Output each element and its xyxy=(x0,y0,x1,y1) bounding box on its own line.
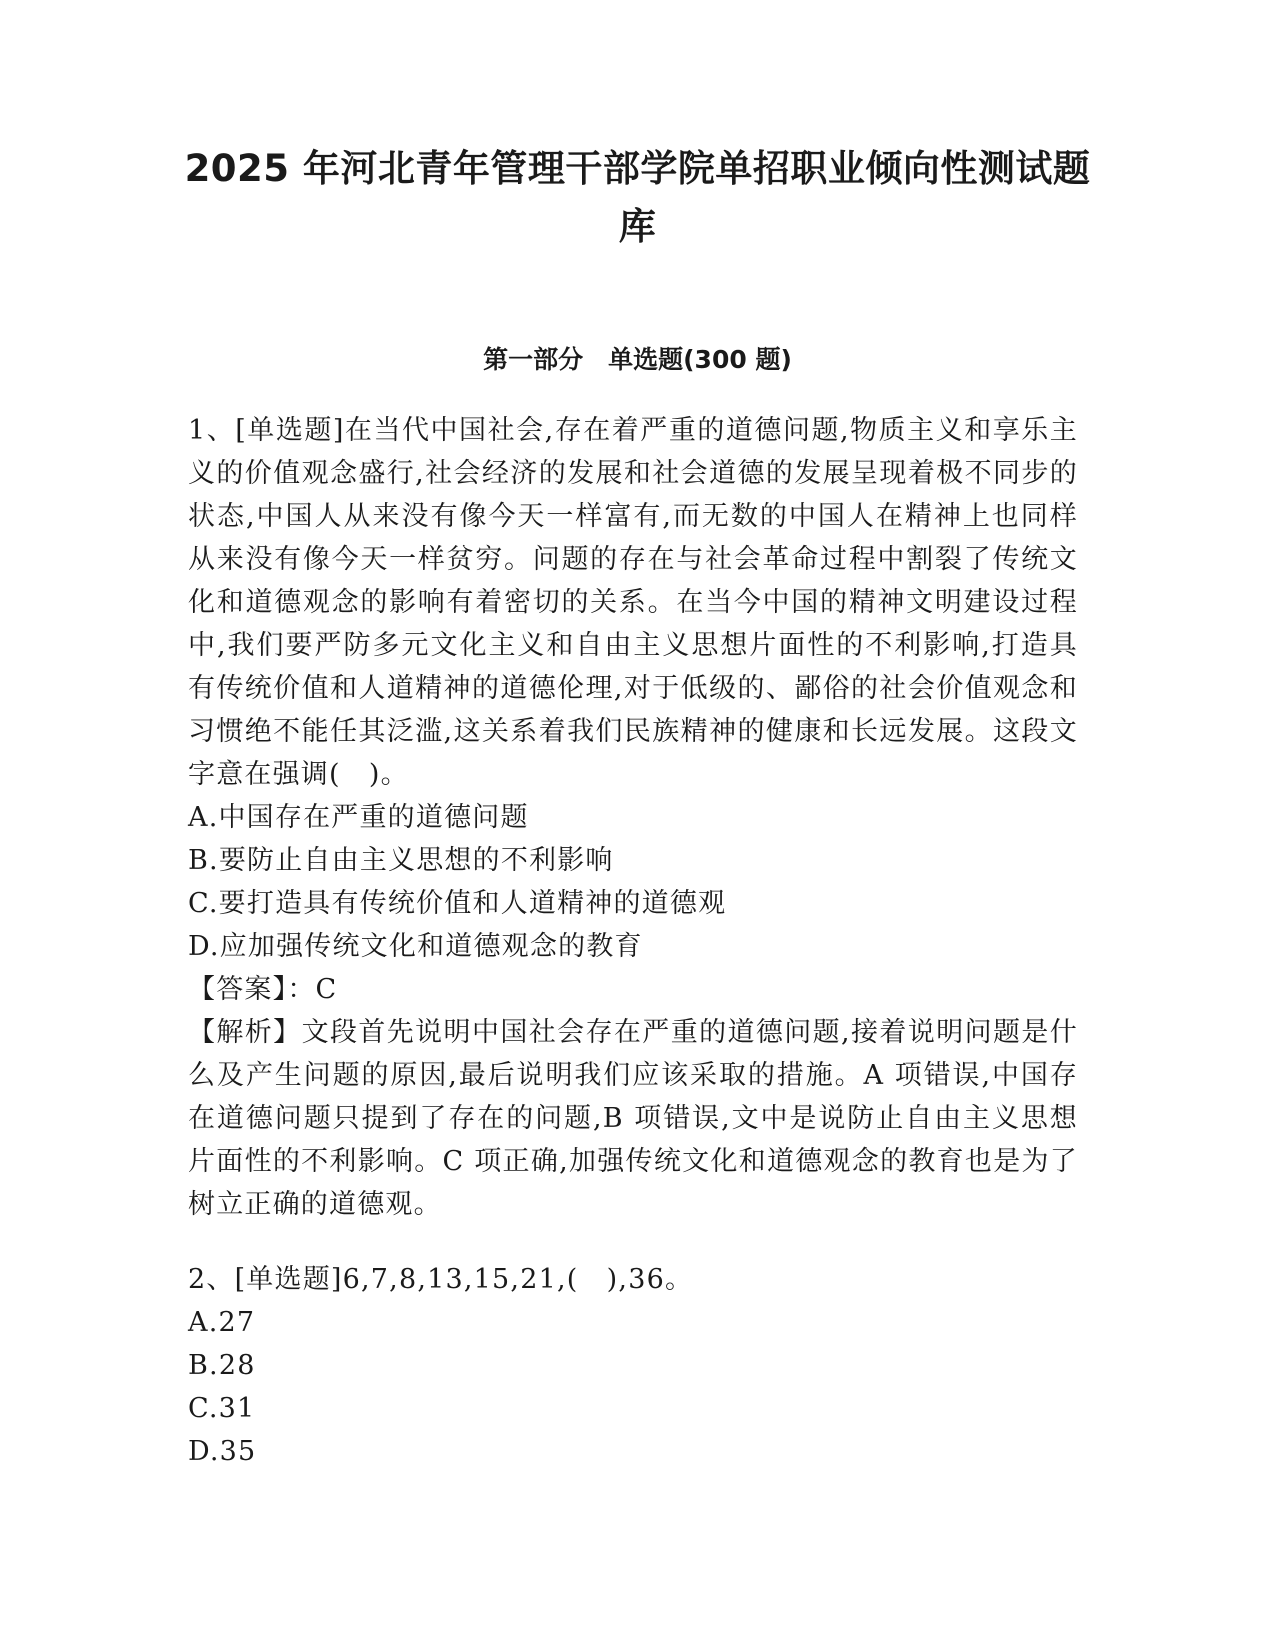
question-2-option-d: D.35 xyxy=(188,1436,257,1467)
question-2-option-a: A.27 xyxy=(188,1307,256,1338)
explanation-text: 文段首先说明中国社会存在严重的道德问题,接着说明问题是什么及产生问题的原因,最后说明我们应该采取的措施。A 项错误,中国存在道德问题只提到了存在的问题,B 项错误,文中是说防止自由主义思想片面性的不利影响。C 项正确,加强传统文化和道德观念的教育也是为了树立正确的道德观。 xyxy=(188,1017,1078,1220)
section-heading: 第一部分 单选题(300 题) xyxy=(483,345,792,374)
document-title-line-2: 库 xyxy=(618,205,657,248)
question-1-explanation xyxy=(188,1011,1078,1226)
question-2 xyxy=(188,1258,1078,1473)
question-1-answer xyxy=(188,968,1078,1011)
question-1 xyxy=(188,409,1078,1226)
question-2-stem: 2、[单选题]6,7,8,13,15,21,( ),36。 xyxy=(188,1264,694,1295)
document-title-line-1: 2025 年河北青年管理干部学院单招职业倾向性测试题 xyxy=(184,147,1091,190)
question-1-stem: 1、[单选题]在当代中国社会,存在着严重的道德问题,物质主义和享乐主义的价值观念盛行,社会经济的发展和社会道德的发展呈现着极不同步的状态,中国人从来没有像今天一样富有,而无数的中国人在精神上也同样从来没有像今天一样贫穷。问题的存在与社会革命过程中割裂了传统文化和道德观念的影响有着密切的关系。在当今中国的精神文明建设过程中,我们要严防多元文化主义和自由主义思想片面性的不利影响,打造具有传统价值和人道精神的道德伦理,对于低级的、鄙俗的社会价值观念和习惯绝不能任其泛滥,这关系着我们民族精神的健康和长远发展。这段文字意在强调( )。 xyxy=(188,415,1078,790)
question-1-option-a: A.中国存在严重的道德问题 xyxy=(188,802,529,833)
question-2-option-b: B.28 xyxy=(188,1350,256,1381)
question-1-option-b: B.要防止自由主义思想的不利影响 xyxy=(188,845,614,876)
question-1-option-d: D.应加强传统文化和道德观念的教育 xyxy=(188,931,643,962)
question-1-option-c: C.要打造具有传统价值和人道精神的道德观 xyxy=(188,888,727,919)
question-2-option-c: C.31 xyxy=(188,1393,256,1424)
answer-label: 【答案】 xyxy=(188,974,288,1005)
explanation-label: 【解析】 xyxy=(188,1017,302,1048)
document-title xyxy=(150,140,1125,256)
answer-value: ：C xyxy=(287,974,338,1005)
